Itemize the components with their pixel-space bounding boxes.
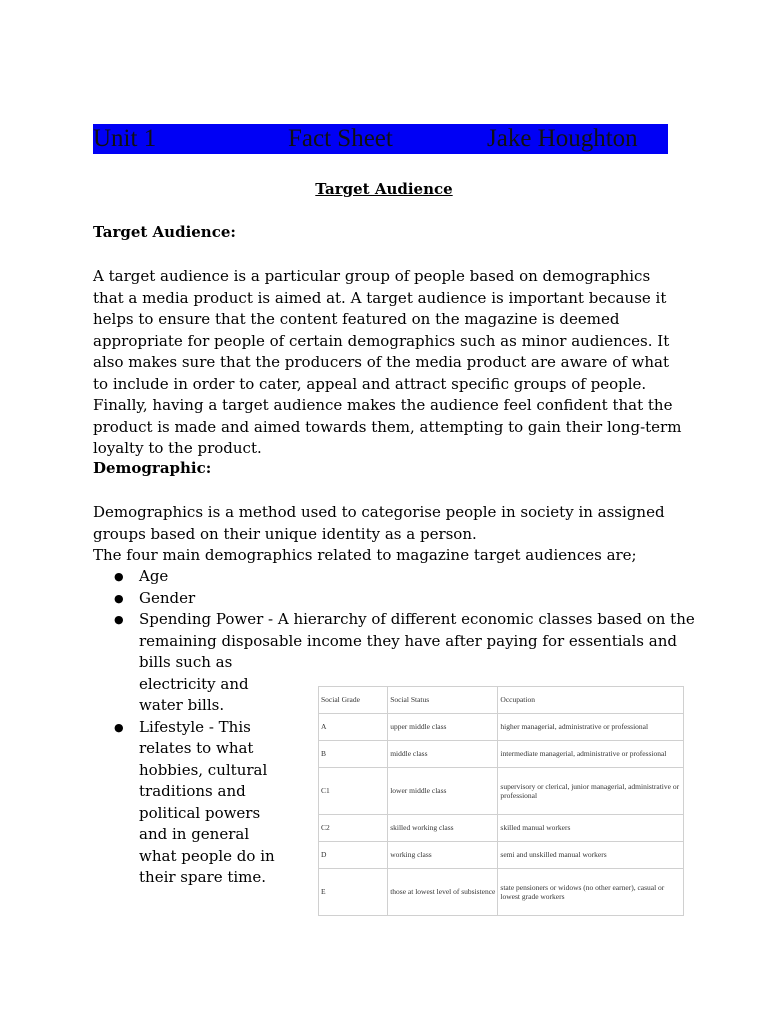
table-cell: higher managerial, administrative or professional xyxy=(498,713,684,740)
table-cell: supervisory or clerical, junior managerial, administrative or professional xyxy=(498,767,684,814)
table-header-cell: Occupation xyxy=(498,687,684,714)
table-header-row xyxy=(319,687,684,714)
social-grade-table xyxy=(318,686,684,916)
table-row xyxy=(319,868,684,915)
table-cell: E xyxy=(319,868,388,915)
table-cell: semi and unskilled manual workers xyxy=(498,841,684,868)
header-author: Jake Houghton xyxy=(487,125,638,152)
list-item: ● Lifestyle - This relates to what hobbies, cultural traditions and political powers and in general what people do in their spare time. xyxy=(93,717,289,889)
header-unit: Unit 1 xyxy=(93,125,157,152)
spending-power-tail: bills such as electricity and water bills. xyxy=(139,653,249,714)
page-heading: Target Audience xyxy=(315,180,453,198)
header-bar xyxy=(93,124,668,154)
table-cell: C2 xyxy=(319,814,388,841)
demographic-heading: Demographic: xyxy=(93,459,212,477)
demographic-body-2: The four main demographics related to magazine target audiences are; xyxy=(93,546,637,564)
table-cell: skilled manual workers xyxy=(498,814,684,841)
table-cell: skilled working class xyxy=(388,814,498,841)
table-cell: C1 xyxy=(319,767,388,814)
table-header-cell: Social Status xyxy=(388,687,498,714)
table-cell: intermediate managerial, administrative or professional xyxy=(498,740,684,767)
spending-power-text: Spending Power - A hierarchy of different economic classes based on the remaining disposable income they have after paying for essentials and xyxy=(139,610,695,650)
target-audience-body: A target audience is a particular group of people based on demographics that a media product is aimed at. A target audience is important because it helps to ensure that the content featured on the magazine is deemed appropriate for people of certain demographics such as minor audiences. It also makes sure that the producers of the media product are aware of what to include in order to cater, appeal and attract specific groups of people. Finally, having a target audience makes the audience feel confident that the product is made and aimed towards them, attempting to gain their long-term loyalty to the product. xyxy=(93,267,682,457)
target-audience-heading: Target Audience: xyxy=(93,223,236,241)
table-cell: upper middle class xyxy=(388,713,498,740)
table-header-cell: Social Grade xyxy=(319,687,388,714)
table-cell: those at lowest level of subsistence xyxy=(388,868,498,915)
table-cell: D xyxy=(319,841,388,868)
table-cell: B xyxy=(319,740,388,767)
table-row xyxy=(319,740,684,767)
list-item: ● Age xyxy=(93,566,715,588)
table-row xyxy=(319,841,684,868)
table-cell: working class xyxy=(388,841,498,868)
table-row xyxy=(319,767,684,814)
table-cell: middle class xyxy=(388,740,498,767)
demographic-paragraph xyxy=(93,502,683,567)
table-row xyxy=(319,713,684,740)
target-audience-paragraph xyxy=(93,266,683,460)
header-title: Fact Sheet xyxy=(288,125,393,152)
table-cell: lower middle class xyxy=(388,767,498,814)
table-cell: state pensioners or widows (no other earner), casual or lowest grade workers xyxy=(498,868,684,915)
demographic-body-1: Demographics is a method used to categorise people in society in assigned groups based on their unique identity as a person. xyxy=(93,503,665,543)
list-item: ● Gender xyxy=(93,588,715,610)
table-row xyxy=(319,814,684,841)
table-cell: A xyxy=(319,713,388,740)
